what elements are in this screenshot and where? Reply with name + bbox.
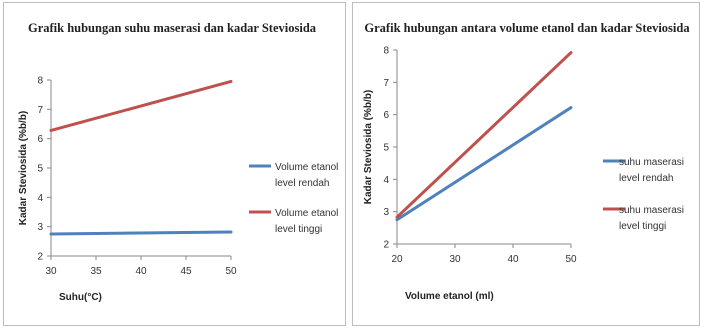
- y-tick-label: 3: [37, 222, 43, 234]
- y-axis-label: Kadar Steviosida (%b/b): [18, 110, 29, 226]
- chart-panel-right: [352, 2, 700, 326]
- legend-label-2: level tinggi: [619, 221, 667, 232]
- chart-panel-left: [3, 2, 346, 326]
- y-tick-label: 7: [37, 104, 43, 116]
- legend-label-2: suhu maserasi: [619, 205, 685, 216]
- y-tick-label: 8: [383, 45, 389, 57]
- legend-label-2: Volume etanol: [275, 208, 339, 219]
- chart-title: Grafik hubungan suhu maserasi dan kadar Steviosida: [27, 21, 317, 35]
- y-tick-label: 6: [383, 110, 389, 122]
- x-tick-label: 40: [507, 254, 519, 265]
- y-tick-label: 2: [383, 239, 389, 251]
- x-tick-label: 20: [391, 254, 403, 265]
- x-axis-label: Volume etanol (ml): [405, 291, 494, 302]
- y-tick-label: 3: [383, 207, 389, 219]
- x-tick-label: 50: [225, 266, 237, 277]
- y-tick-label: 8: [37, 75, 43, 87]
- chart-left: [4, 3, 347, 327]
- y-tick-label: 4: [383, 174, 389, 186]
- series-line-1: [51, 232, 231, 234]
- legend-label-1: Volume etanol: [275, 162, 339, 173]
- legend-label-1: level rendah: [619, 173, 674, 184]
- x-tick-label: 30: [45, 266, 57, 277]
- y-tick-label: 5: [37, 163, 43, 175]
- x-tick-label: 35: [90, 266, 102, 277]
- y-tick-label: 4: [37, 192, 43, 204]
- legend-label-1: suhu maserasi: [619, 157, 685, 168]
- y-tick-label: 5: [383, 142, 389, 154]
- legend-label-1: level rendah: [275, 178, 330, 189]
- y-tick-label: 2: [37, 251, 43, 263]
- chart-title: Grafik hubungan antara volume etanol dan kadar Steviosida: [364, 21, 690, 35]
- series-line-2: [51, 81, 231, 130]
- series-line-1: [397, 108, 571, 220]
- x-tick-label: 40: [135, 266, 147, 277]
- x-tick-label: 50: [565, 254, 577, 265]
- x-axis-label: Suhu(°C): [59, 292, 102, 303]
- chart-right: [353, 3, 701, 327]
- x-tick-label: 30: [449, 254, 461, 265]
- y-axis-label: Kadar Steviosida (%b/b): [363, 89, 374, 205]
- legend-label-2: level tinggi: [275, 224, 323, 235]
- series-line-2: [397, 53, 571, 218]
- y-tick-label: 7: [383, 77, 389, 89]
- y-tick-label: 6: [37, 134, 43, 146]
- x-tick-label: 45: [180, 266, 192, 277]
